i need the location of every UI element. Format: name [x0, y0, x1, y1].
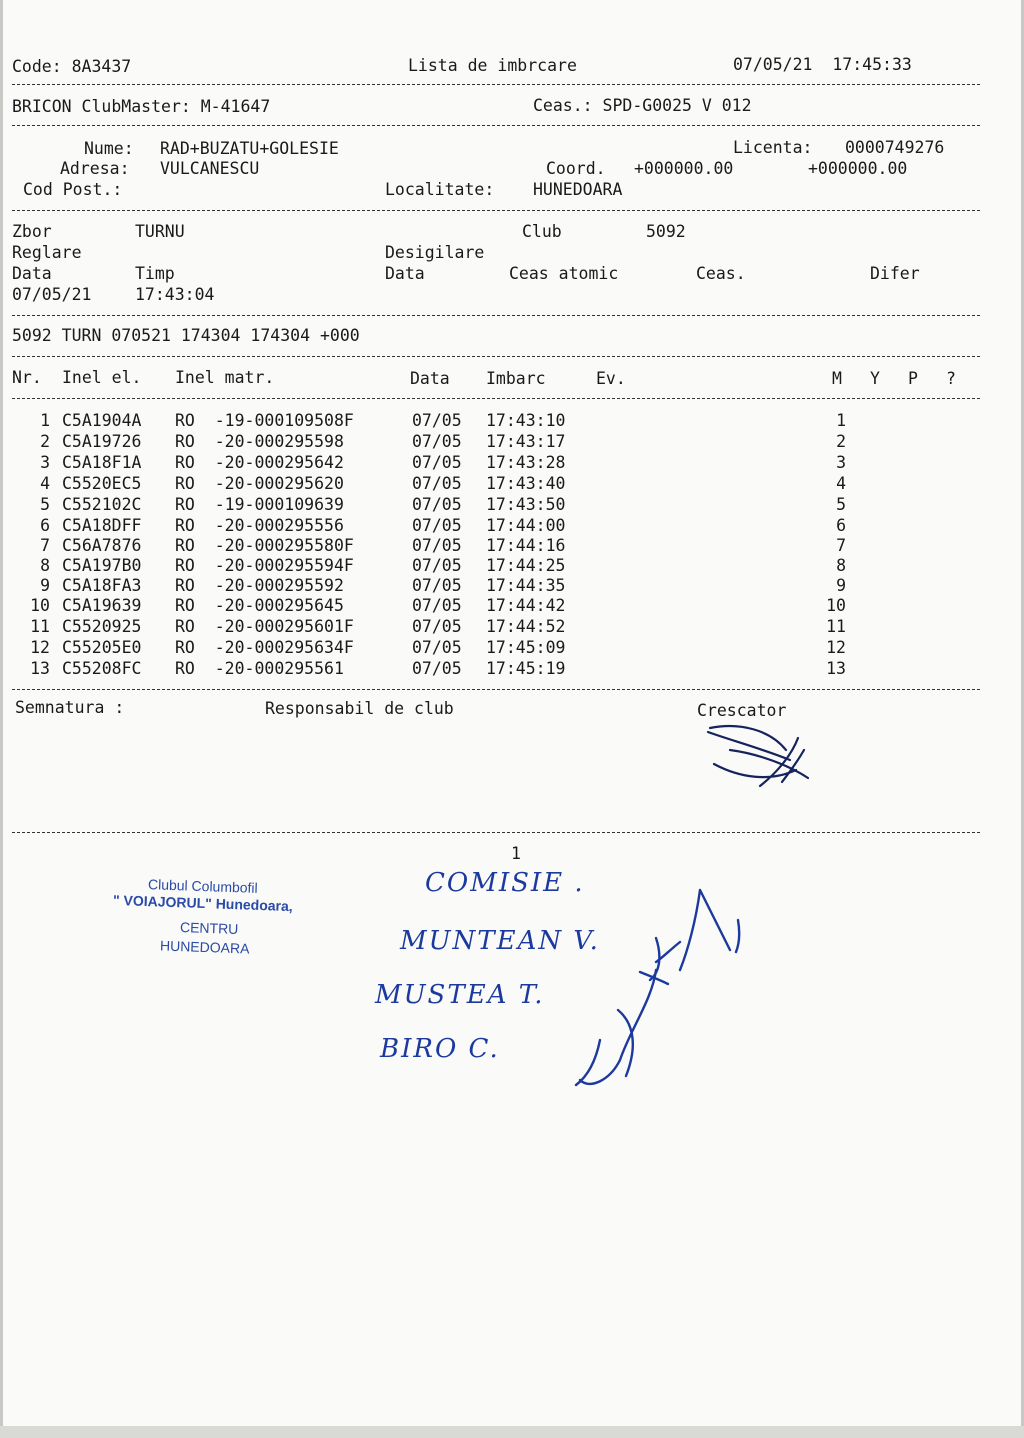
row-inel-el: C5A18FA3	[62, 576, 142, 595]
row-date: 07/05	[412, 556, 462, 575]
row-nr: 7	[40, 536, 50, 555]
row-inel-matr: RO -20-000295580F	[175, 536, 354, 555]
semnatura-label: Semnatura :	[15, 698, 125, 717]
col-nr: Nr.	[12, 368, 42, 387]
row-nr: 6	[40, 516, 50, 535]
row-m: 10	[826, 596, 846, 615]
row-inel-el: C5A18DFF	[62, 516, 142, 535]
row-nr: 9	[40, 576, 50, 595]
row-nr: 3	[40, 453, 50, 472]
row-date: 07/05	[412, 411, 462, 430]
row-time: 17:43:50	[486, 495, 566, 514]
row-inel-el: C55208FC	[62, 659, 142, 678]
row-inel-el: C5A19726	[62, 432, 142, 451]
row-inel-matr: RO -20-000295594F	[175, 556, 354, 575]
document-title: Lista de imbrcare	[408, 56, 577, 75]
commission-signatures	[560, 880, 760, 1100]
reglare-label: Reglare	[12, 243, 82, 262]
row-inel-matr: RO -19-000109508F	[175, 411, 354, 430]
ceas-label: Ceas.	[696, 264, 746, 283]
row-inel-matr: RO -20-000295592	[175, 576, 344, 595]
row-inel-matr: RO -20-000295601F	[175, 617, 354, 636]
row-time: 17:43:10	[486, 411, 566, 430]
row-date: 07/05	[412, 659, 462, 678]
divider	[12, 125, 980, 126]
row-inel-matr: RO -20-000295634F	[175, 638, 354, 657]
row-inel-el: C5520925	[62, 617, 142, 636]
responsabil-label: Responsabil de club	[265, 699, 454, 718]
row-time: 17:43:17	[486, 432, 566, 451]
divider	[12, 84, 980, 85]
row-m: 4	[836, 474, 846, 493]
col-ev: Ev.	[596, 369, 626, 388]
row-date: 07/05	[412, 432, 462, 451]
col-q: ?	[946, 369, 956, 388]
name-label: Nume:	[84, 139, 134, 158]
clock-id: Ceas.: SPD-G0025 V 012	[533, 96, 752, 115]
row-m: 8	[836, 556, 846, 575]
row-m: 13	[826, 659, 846, 678]
breeder-signature	[700, 720, 820, 790]
row-inel-matr: RO -20-000295620	[175, 474, 344, 493]
address-value: VULCANESCU	[160, 159, 260, 178]
print-datetime: 07/05/21 17:45:33	[733, 55, 912, 74]
row-inel-el: C55205E0	[62, 638, 142, 657]
license-label: Licenta:	[733, 138, 813, 157]
row-nr: 10	[30, 596, 50, 615]
row-inel-el: C552102C	[62, 495, 142, 514]
row-nr: 1	[40, 411, 50, 430]
row-m: 11	[826, 617, 846, 636]
row-inel-el: C5520EC5	[62, 474, 142, 493]
row-date: 07/05	[412, 576, 462, 595]
club-stamp-line1: Clubul Columbofil	[147, 876, 258, 896]
row-nr: 12	[30, 638, 50, 657]
col-imbarc: Imbarc	[486, 369, 546, 388]
row-date: 07/05	[412, 596, 462, 615]
row-inel-matr: RO -20-000295556	[175, 516, 344, 535]
row-m: 2	[836, 432, 846, 451]
row-inel-matr: RO -20-000295645	[175, 596, 344, 615]
row-nr: 8	[40, 556, 50, 575]
row-time: 17:45:09	[486, 638, 566, 657]
row-date: 07/05	[412, 474, 462, 493]
locality-label: Localitate:	[385, 180, 495, 199]
row-inel-matr: RO -19-000109639	[175, 495, 344, 514]
row-date: 07/05	[412, 536, 462, 555]
row-inel-el: C5A18F1A	[62, 453, 142, 472]
timp-label: Timp	[135, 264, 175, 283]
divider	[12, 210, 980, 211]
reglare-date: 07/05/21	[12, 285, 92, 304]
col-y: Y	[870, 369, 880, 388]
scan-edge	[0, 1426, 1024, 1438]
data-label: Data	[12, 264, 52, 283]
divider	[12, 832, 980, 833]
row-time: 17:45:19	[486, 659, 566, 678]
row-m: 6	[836, 516, 846, 535]
license-number: 0000749276	[845, 138, 945, 157]
club-label: Club	[522, 222, 562, 241]
data2-label: Data	[385, 264, 425, 283]
reglare-time: 17:43:04	[135, 285, 215, 304]
club-stamp-line2: " VOIAJORUL" Hunedoara,	[112, 891, 293, 915]
row-nr: 5	[40, 495, 50, 514]
crescator-label: Crescator	[697, 701, 787, 720]
col-m: M	[832, 369, 842, 388]
page-number: 1	[511, 844, 521, 863]
row-date: 07/05	[412, 638, 462, 657]
row-time: 17:43:40	[486, 474, 566, 493]
row-m: 3	[836, 453, 846, 472]
difer-label: Difer	[870, 264, 920, 283]
col-inel-matr: Inel matr.	[175, 368, 275, 387]
divider	[12, 689, 980, 690]
row-nr: 2	[40, 432, 50, 451]
row-inel-el: C5A1904A	[62, 411, 142, 430]
row-inel-el: C5A197B0	[62, 556, 142, 575]
zbor-label: Zbor	[12, 222, 52, 241]
postal-label: Cod Post.:	[23, 180, 123, 199]
divider	[12, 398, 980, 399]
coord-lat: +000000.00	[634, 159, 734, 178]
col-data: Data	[410, 369, 450, 388]
row-date: 07/05	[412, 453, 462, 472]
club-stamp-line3: CENTRU	[179, 918, 239, 938]
locality-value: HUNEDOARA	[533, 180, 623, 199]
row-inel-el: C5A19639	[62, 596, 142, 615]
row-nr: 11	[30, 617, 50, 636]
flight-summary: 5092 TURN 070521 174304 174304 +000	[12, 326, 360, 345]
row-inel-matr: RO -20-000295642	[175, 453, 344, 472]
row-time: 17:44:25	[486, 556, 566, 575]
row-date: 07/05	[412, 617, 462, 636]
address-label: Adresa:	[60, 159, 130, 178]
row-time: 17:44:35	[486, 576, 566, 595]
row-time: 17:44:00	[486, 516, 566, 535]
row-time: 17:44:16	[486, 536, 566, 555]
row-inel-matr: RO -20-000295598	[175, 432, 344, 451]
row-date: 07/05	[412, 495, 462, 514]
row-nr: 4	[40, 474, 50, 493]
coord-lon: +000000.00	[808, 159, 908, 178]
ceas-atomic-label: Ceas atomic	[509, 264, 619, 283]
row-m: 1	[836, 411, 846, 430]
handwritten-name-3: BIRO C.	[380, 1034, 500, 1064]
coord-label: Coord.	[546, 159, 606, 178]
zbor-value: TURNU	[135, 222, 185, 241]
club-value: 5092	[646, 222, 686, 241]
scan-edge	[0, 0, 3, 1438]
row-m: 9	[836, 576, 846, 595]
col-p: P	[908, 369, 918, 388]
col-inel-el: Inel el.	[62, 368, 142, 387]
handwritten-name-1: MUNTEAN V.	[400, 926, 600, 956]
divider	[12, 315, 980, 316]
row-date: 07/05	[412, 516, 462, 535]
row-time: 17:44:52	[486, 617, 566, 636]
code-label: Code: 8A3437	[12, 57, 132, 76]
handwritten-name-2: MUSTEA T.	[375, 980, 545, 1010]
system-id: BRICON ClubMaster: M-41647	[12, 97, 271, 116]
divider	[12, 356, 980, 357]
row-inel-el: C56A7876	[62, 536, 142, 555]
row-time: 17:43:28	[486, 453, 566, 472]
owner-name: RAD+BUZATU+GOLESIE	[160, 139, 339, 158]
row-inel-matr: RO -20-000295561	[175, 659, 344, 678]
row-nr: 13	[30, 659, 50, 678]
desigilare-label: Desigilare	[385, 243, 485, 262]
row-m: 7	[836, 536, 846, 555]
club-stamp-line4: HUNEDOARA	[159, 937, 250, 957]
handwritten-commission: COMISIE .	[425, 868, 585, 898]
row-m: 12	[826, 638, 846, 657]
row-m: 5	[836, 495, 846, 514]
row-time: 17:44:42	[486, 596, 566, 615]
